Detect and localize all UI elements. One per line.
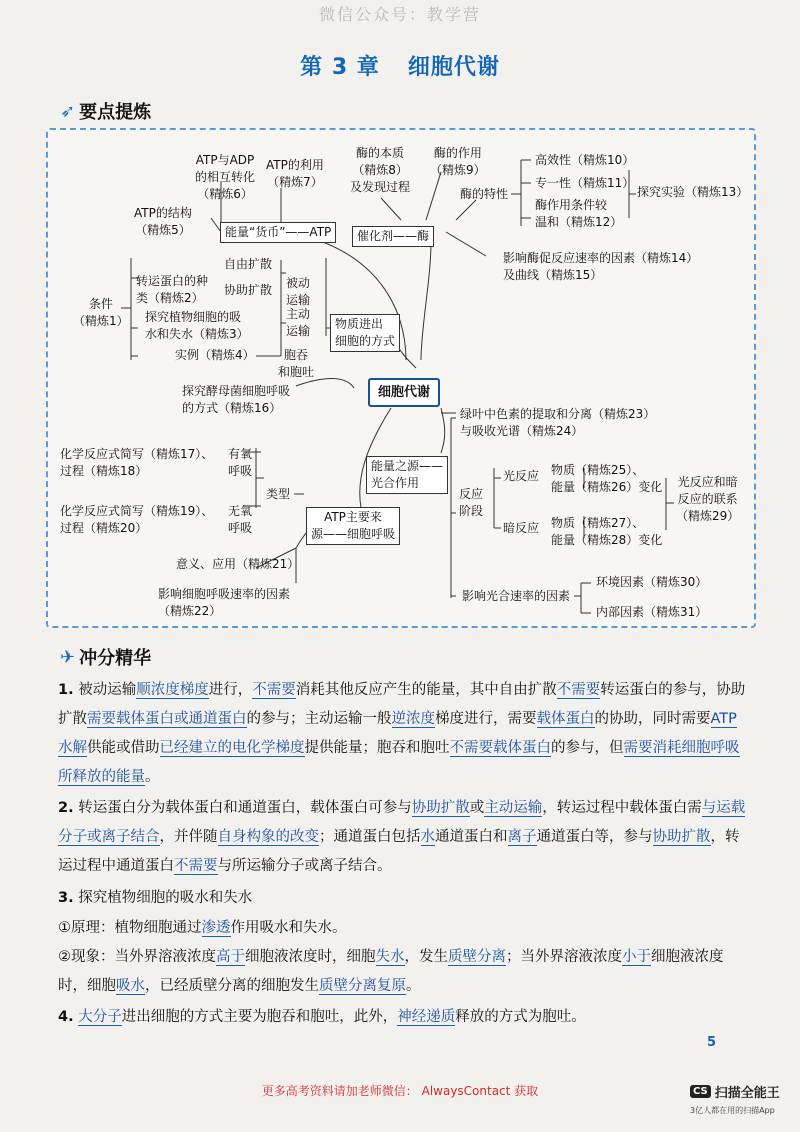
point-2: 2. 转运蛋白分为载体蛋白和通道蛋白，载体蛋白可参与协助扩散或主动运输，转运过程中载体蛋白需与运载分子或离子结合，并伴随自身构象的改变；通道蛋白包括水通道蛋白和离子通道蛋白等，参与协助扩散，转运过程中通道蛋白不需要与所运输分子或离子结合。	[58, 800, 746, 874]
node-dark-changes: 物质（精炼27）、 能量（精炼28）变化	[551, 516, 663, 547]
node-light-reaction: 光反应	[503, 469, 540, 483]
point-3: 3. 探究植物细胞的吸水和失水	[58, 890, 253, 906]
section-heading-essentials	[60, 644, 151, 670]
node-explore-experiment: 探究实验（精炼13）	[637, 185, 749, 199]
node-free-diffusion: 自由扩散	[224, 257, 273, 271]
node-enzyme-characteristics: 酶的特性	[460, 187, 509, 201]
chapter-name: 细胞代谢	[407, 55, 500, 80]
node-energy-currency: 能量“货币”——ATP	[220, 222, 336, 243]
node-aerobic: 有氧 呼吸	[228, 447, 253, 478]
node-carrier-types: 转运蛋白的种 类（精炼2）	[136, 274, 209, 305]
section-label: 冲分精华	[79, 648, 152, 669]
node-atp-source-respiration: ATP主要来 源——细胞呼吸	[306, 507, 400, 545]
node-enzyme-role: 酶的作用 （精炼9）	[430, 146, 486, 177]
node-light-changes: 物质（精炼25）、 能量（精炼26）变化	[551, 463, 663, 494]
node-condition: 条件 （精炼1）	[73, 297, 129, 328]
node-reaction-stage: 反应 阶段	[459, 487, 484, 518]
node-plant-water: 探究植物细胞的吸 水和失水（精炼3）	[145, 310, 249, 341]
node-active-transport: 主动 运输	[286, 307, 311, 338]
node-aerobic-equation: 化学反应式简写（精炼17）、 过程（精炼18）	[60, 447, 214, 478]
node-light-dark-link: 光反应和暗 反应的联系 （精炼29）	[676, 475, 740, 523]
point-3-principle: ①原理：植物细胞通过渗透作用吸水和失水。	[58, 920, 347, 936]
scanner-name: 扫描全能王	[714, 1086, 780, 1101]
node-pigment-extraction: 绿叶中色素的提取和分离（精炼23） 与吸收光谱（精炼24）	[460, 407, 656, 438]
node-environment-factors: 环境因素（精炼30）	[596, 575, 708, 589]
node-specificity: 专一性（精炼11）	[535, 176, 635, 190]
scanner-badge-icon: CS	[690, 1085, 711, 1098]
point-3-phenomenon: ②现象：当外界溶液浓度高于细胞液浓度时，细胞失水，发生质壁分离；当外界溶液浓度小于细胞液浓度时，细胞吸水，已经质壁分离的细胞发生质壁分离复原。	[58, 949, 724, 994]
node-enzyme-factors: 影响酶促反应速率的因素（精炼14） 及曲线（精炼15）	[503, 251, 699, 282]
section-heading-key-points	[60, 98, 151, 124]
node-dark-reaction: 暗反应	[503, 521, 540, 535]
node-respiration-factors: 影响细胞呼吸速率的因素 （精炼22）	[158, 587, 291, 618]
node-example: 实例（精炼4）	[175, 348, 255, 362]
node-internal-factors: 内部因素（精炼31）	[596, 605, 708, 619]
node-catalyst-enzyme: 催化剂——酶	[352, 226, 434, 247]
paper-plane-icon: ➶	[60, 100, 76, 122]
footer-note: 更多高考资料请加老师微信： AlwaysContact 获取	[261, 1084, 539, 1098]
node-atp-structure: ATP的结构 （精炼5）	[134, 206, 192, 237]
node-assisted-diffusion: 协助扩散	[224, 283, 273, 297]
node-endo-exocytosis: 胞吞 和胞吐	[278, 348, 315, 379]
node-atp-adp: ATP与ADP 的相互转化 （精炼6）	[195, 153, 256, 201]
node-yeast-experiment: 探究酵母菌细胞呼吸 的方式（精炼16）	[182, 384, 291, 415]
node-types: 类型	[266, 487, 291, 501]
node-passive-transport: 被动 运输	[286, 276, 311, 307]
rocket-icon: ✈	[60, 646, 76, 668]
scanner-tagline: 3亿人都在用的扫描App	[690, 1106, 775, 1115]
node-photosynthesis: 能量之源—— 光合作用	[366, 456, 448, 494]
node-atp-use: ATP的利用 （精炼7）	[266, 158, 324, 189]
chapter-number: 第 3 章	[300, 55, 380, 80]
point-4: 4. 大分子进出细胞的方式主要为胞吞和胞吐，此外，神经递质释放的方式为胞吐。	[58, 1009, 586, 1025]
node-transport-way: 物质进出 细胞的方式	[330, 314, 400, 352]
chapter-title	[0, 50, 800, 81]
node-mild-conditions: 酶作用条件较 温和（精炼12）	[535, 198, 623, 229]
scanner-logo	[690, 1082, 780, 1101]
node-meaning-application: 意义、应用（精炼21）	[176, 557, 300, 571]
node-enzyme-nature: 酶的本质 （精炼8） 及发现过程	[350, 146, 411, 194]
concept-map-lines	[46, 128, 752, 624]
section-label: 要点提炼	[79, 102, 152, 123]
node-cell-metabolism: 细胞代谢	[368, 378, 440, 407]
watermark-text: 微信公众号：教学营	[318, 5, 481, 24]
page-number: 5	[707, 1035, 717, 1050]
node-anaerobic: 无氧 呼吸	[228, 504, 253, 535]
point-1: 1. 被动运输顺浓度梯度进行，不需要消耗其他反应产生的能量，其中自由扩散不需要转运蛋白的参与，协助扩散需要载体蛋白或通道蛋白的参与；主动运输一般逆浓度梯度进行，需要载体蛋白的协助，同时需要ATP 水解供能或借助已经建立的电化学梯度提供能量；胞吞和胞吐不需要载体蛋白的参与，但需要消耗细胞呼吸所释放的能量。	[58, 682, 746, 785]
node-high-efficiency: 高效性（精炼10）	[535, 153, 635, 167]
node-anaerobic-equation: 化学反应式简写（精炼19）、 过程（精炼20）	[60, 504, 214, 535]
node-photo-factors: 影响光合速率的因素	[462, 589, 571, 603]
